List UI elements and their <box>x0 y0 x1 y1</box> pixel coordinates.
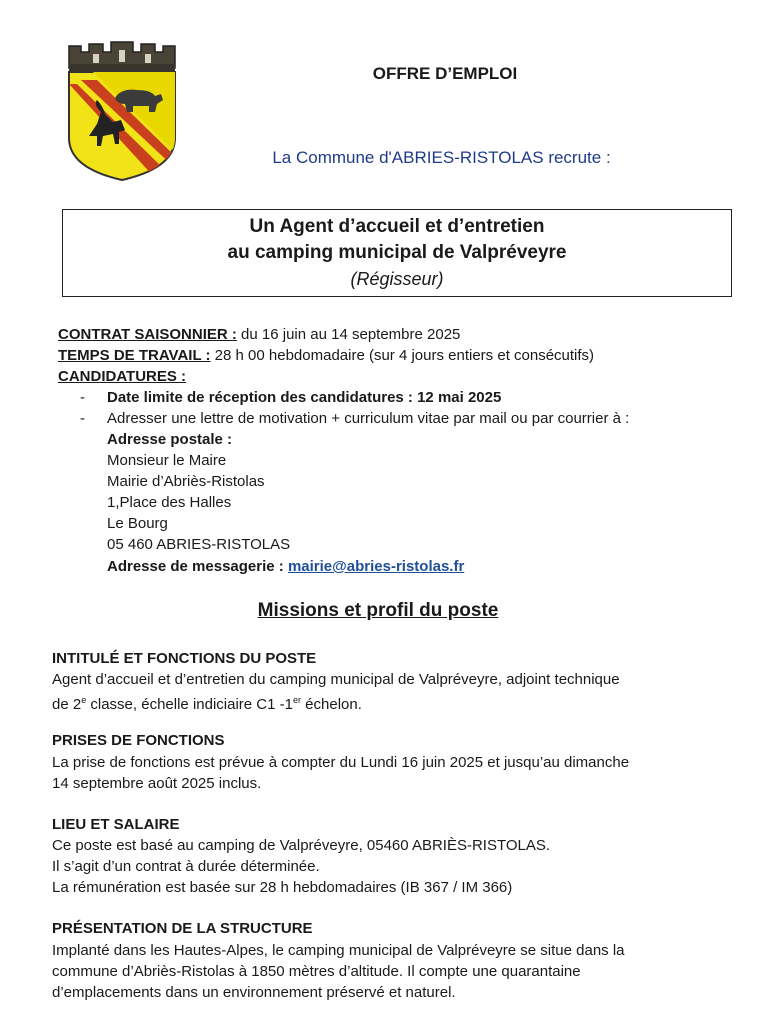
email-label: Adresse de messagerie : <box>107 558 288 575</box>
section-text <box>52 940 712 1003</box>
section-line: Ce poste est basé au camping de Valpréveyre, 05460 ABRIÈS-RISTOLAS. <box>52 837 551 854</box>
section-line: commune d’Abriès-Ristolas à 1850 mètres d’altitude. Il compte une quarantaine <box>52 963 581 980</box>
section-line: La rémunération est basée sur 28 h hebdomadaires (IB 367 / IM 366) <box>52 879 513 896</box>
section-line: de 2e classe, échelle indiciaire C1 -1er échelon. <box>52 695 362 713</box>
document-title: OFFRE D’EMPLOI <box>372 64 518 83</box>
missions-title: Missions et profil du poste <box>257 600 499 621</box>
address-line: 05 460 ABRIES-RISTOLAS <box>107 536 291 553</box>
section-line: d’emplacements dans un environnement préservé et naturel. <box>52 984 456 1001</box>
contract-line <box>58 324 460 345</box>
address-line: Le Bourg <box>107 515 168 532</box>
section-text <box>52 835 712 898</box>
applications-line <box>58 366 186 387</box>
working-time-line <box>58 345 594 366</box>
applications-label: CANDIDATURES : <box>58 368 187 385</box>
job-title-line1: Un Agent d’accueil et d’entretien <box>249 216 545 237</box>
bullet-dash: - <box>80 389 85 406</box>
contract-value: du 16 juin au 14 septembre 2025 <box>236 326 461 343</box>
section-line: La prise de fonctions est prévue à compter du Lundi 16 juin 2025 et jusqu’au dimanche <box>52 754 630 771</box>
address-line: 1,Place des Halles <box>107 494 232 511</box>
section-line: Il s’agit d’un contrat à durée déterminée. <box>52 858 320 875</box>
deadline-text: Date limite de réception des candidatures : 12 mai 2025 <box>107 389 502 406</box>
job-role: (Régisseur) <box>350 269 444 289</box>
job-title-box <box>62 209 732 297</box>
working-time-value: 28 h 00 hebdomadaire (sur 4 jours entiers et consécutifs) <box>210 347 595 364</box>
working-time-label: TEMPS DE TRAVAIL : <box>58 347 211 364</box>
address-line: Mairie d’Abriès-Ristolas <box>107 473 265 490</box>
section-line: Implanté dans les Hautes-Alpes, le camping municipal de Valpréveyre se situe dans la <box>52 942 625 959</box>
section-heading: LIEU ET SALAIRE <box>52 816 180 833</box>
section-line: Agent d’accueil et d’entretien du camping municipal de Valpréveyre, adjoint technique <box>52 671 620 688</box>
section-heading: PRISES DE FONCTIONS <box>52 732 225 749</box>
email-line <box>107 556 464 577</box>
section-heading: PRÉSENTATION DE LA STRUCTURE <box>52 920 313 937</box>
email-link[interactable]: mairie@abries-ristolas.fr <box>287 558 465 575</box>
bullet-dash: - <box>80 410 85 427</box>
send-instructions: Adresser une lettre de motivation + curriculum vitae par mail ou par courrier à : <box>107 410 630 427</box>
job-title-line2: au camping municipal de Valpréveyre <box>227 242 567 263</box>
section-line: 14 septembre août 2025 inclus. <box>52 775 262 792</box>
postal-address-label: Adresse postale : <box>107 431 233 448</box>
recruiter-line: La Commune d'ABRIES-RISTOLAS recrute : <box>272 148 611 167</box>
section-text <box>52 669 712 715</box>
contract-label: CONTRAT SAISONNIER : <box>58 326 237 343</box>
section-heading: INTITULÉ ET FONCTIONS DU POSTE <box>52 650 317 667</box>
section-text <box>52 752 712 794</box>
address-line: Monsieur le Maire <box>107 452 227 469</box>
